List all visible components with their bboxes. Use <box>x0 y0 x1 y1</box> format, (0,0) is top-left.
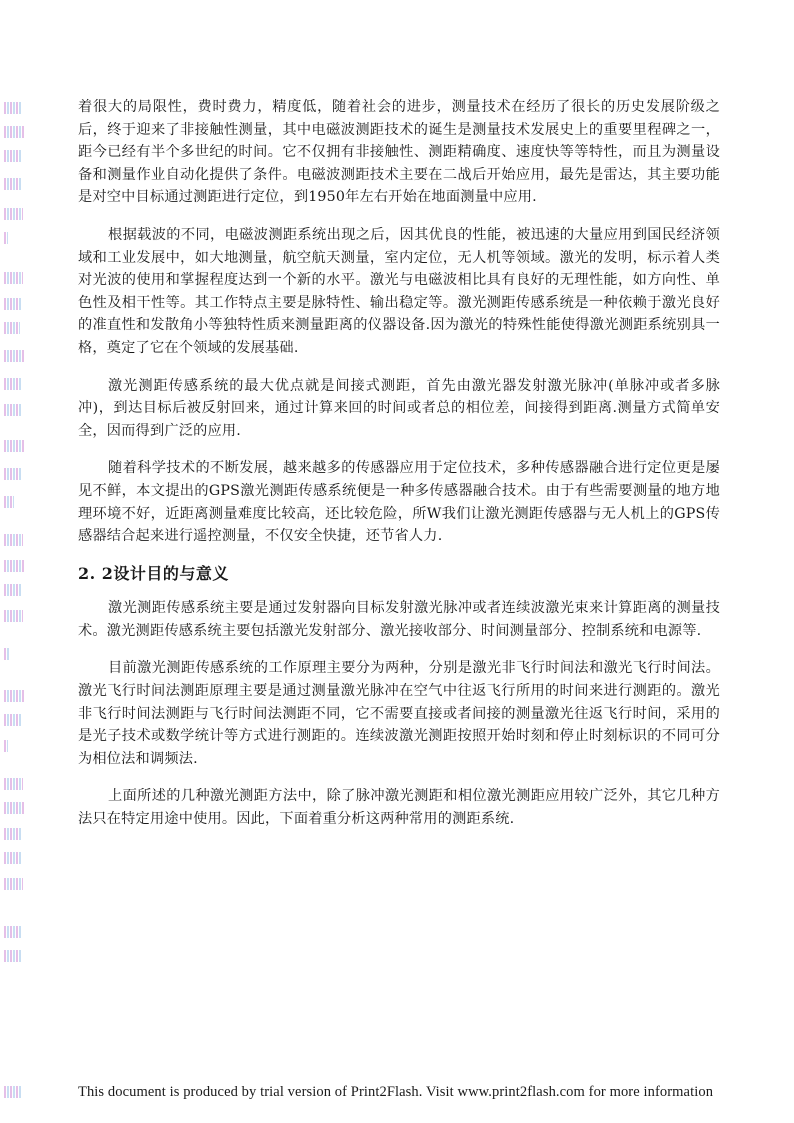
margin-mark <box>4 878 23 890</box>
margin-mark <box>4 926 22 938</box>
margin-mark <box>4 740 8 752</box>
margin-mark <box>4 350 24 362</box>
paragraph: 上面所述的几种激光测距方法中，除了脉冲激光测距和相位激光测距应用较广泛外，其它几种方法只在特定用途中使用。因此，下面着重分析这两种常用的测距系统. <box>78 788 720 828</box>
margin-mark <box>4 690 24 702</box>
paragraph: 目前激光测距传感系统的工作原理主要分为两种，分别是激光非飞行时间法和激光飞行时间法。激光飞行时间法测距原理主要是通过测量激光脉冲在空气中往返飞行所用的时间来进行测距的。激光非飞行时间法测距与飞行时间法测距不同，它不需要直接或者间接的测量激光往返飞行时间，采用的是光子技术或数学统计等方式进行测距的。连续波激光测距按照开始时刻和停止时刻标识的不同可分为相位法和调频法. <box>78 660 720 767</box>
trial-version-footer: This document is produced by trial version of Print2Flash. Visit www.print2flash.com for more information <box>78 1084 714 1100</box>
margin-mark <box>4 440 24 452</box>
margin-mark <box>4 778 23 790</box>
margin-mark <box>4 150 21 162</box>
margin-mark <box>4 648 9 660</box>
margin-mark <box>4 560 24 572</box>
paragraph: 随着科学技术的不断发展，越来越多的传感器应用于定位技术，多种传感器融合进行定位更是屡见不鲜，本文提出的GPS激光测距传感系统便是一种多传感器融合技术。由于有些需要测量的地方地理环境不好，近距离测量难度比较高，还比较危险，所W我们让激光测距传感器与无人机上的GPS传感器结合起来进行遥控测量，不仅安全快捷，还节省人力. <box>78 460 720 545</box>
paragraph: 着很大的局限性，费时费力，精度低，随着社会的进步，测量技术在经历了很长的历史发展阶级之后，终于迎来了非接触性测量，其中电磁波测距技术的诞生是测量技术发展史上的重要里程碑之一，距今已经有半个多世纪的时间。它不仅拥有非接触性、测距精确度、速度快等等特性，而且为测量设备和测量作业自动化提供了条件。电磁波测距技术主要在二战后开始应用，最先是雷达，其主要功能是对空中目标通过测距进行定位，到1950年左右开始在地面测量中应用. <box>78 99 720 206</box>
margin-mark <box>4 950 21 962</box>
margin-mark <box>4 534 23 546</box>
margin-mark <box>4 584 22 596</box>
margin-mark <box>4 496 14 508</box>
paragraph: 激光测距传感系统主要是通过发射器向目标发射激光脉冲或者连续波激光束来计算距离的测量技术。激光测距传感系统主要包括激光发射部分、激光接收部分、时间测量部分、控制系统和电源等. <box>78 600 720 639</box>
margin-mark <box>4 468 22 480</box>
margin-mark <box>4 714 22 726</box>
margin-mark <box>4 322 20 334</box>
document-body <box>78 96 720 846</box>
margin-mark <box>4 232 8 244</box>
margin-mark <box>4 208 23 220</box>
margin-mark <box>4 102 22 114</box>
margin-mark <box>4 126 24 138</box>
margin-mark <box>4 298 22 310</box>
margin-mark <box>4 828 22 840</box>
section-heading: 2. 2设计目的与意义 <box>78 563 229 583</box>
paragraph: 根据载波的不同，电磁波测距系统出现之后，因其优良的性能，被迅速的大量应用到国民经济领域和工业发展中，如大地测量，航空航天测量，室内定位，无人机等领域。激光的发明，标示着人类对光波的使用和掌握程度达到一个新的水平。激光与电磁波相比具有良好的无理性能，如方向性、单色性及相干性等。其工作特点主要是脉特性、输出稳定等。激光测距传感系统是一种依赖于激光良好的准直性和发散角小等独特性质来测量距离的仪器设备.因为激光的特殊性能使得激光测距系统别具一格，奠定了它在个领域的发展基础. <box>78 226 720 356</box>
margin-mark <box>4 378 22 390</box>
margin-mark <box>4 610 23 622</box>
paragraph: 激光测距传感系统的最大优点就是间接式测距，首先由激光器发射激光脉冲(单脉冲或者多脉冲)，到达目标后被反射回来，通过计算来回的时间或者总的相位差，间接得到距离.测量方式简单安全，因而得到广泛的应用. <box>78 377 720 439</box>
margin-mark <box>4 802 24 814</box>
margin-mark <box>4 272 23 284</box>
margin-mark <box>4 404 21 416</box>
margin-mark <box>4 1086 22 1098</box>
margin-mark <box>4 178 22 190</box>
margin-mark <box>4 852 21 864</box>
